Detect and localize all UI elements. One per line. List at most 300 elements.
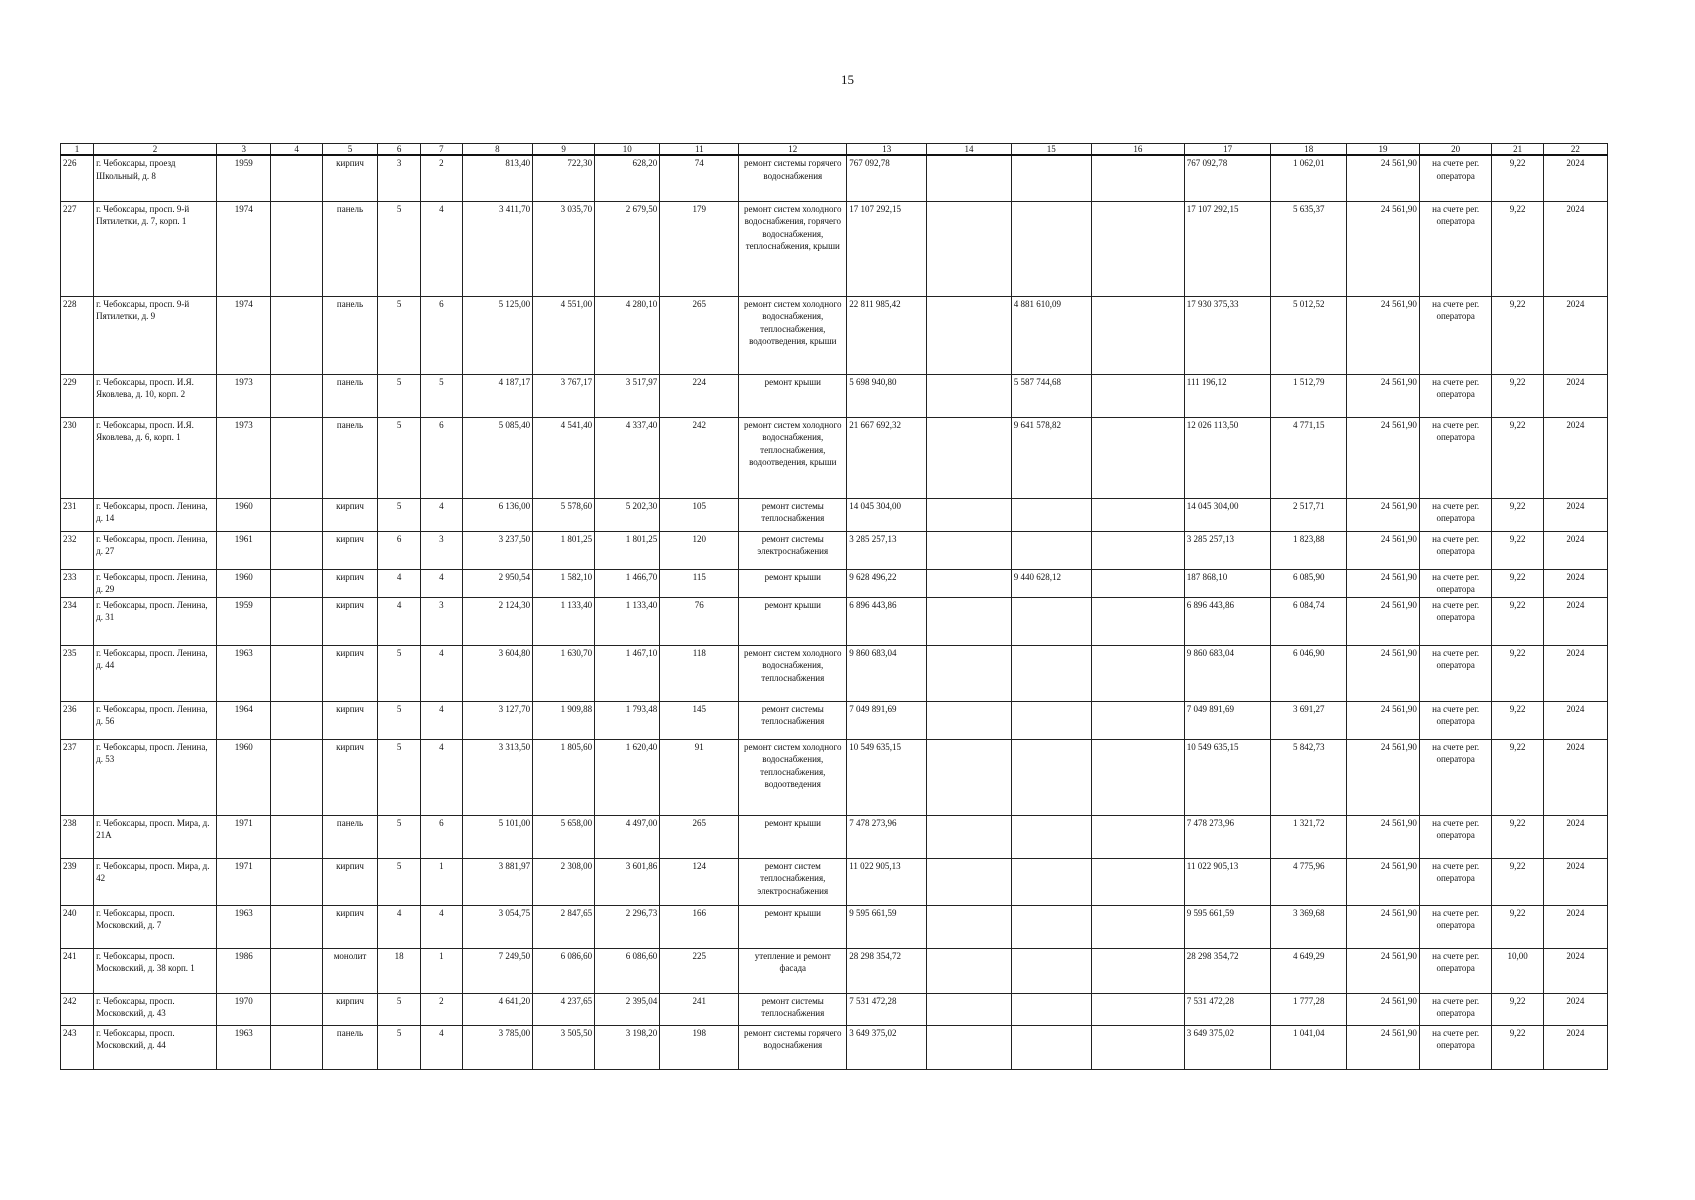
cell-unit-cost: 2 517,71: [1271, 498, 1347, 531]
cell-col-14: [927, 417, 1011, 498]
cell-work-type: ремонт систем теплоснабжения, электроснабжения: [739, 858, 847, 905]
cell-total-area: 3 127,70: [462, 701, 533, 739]
cell-unit-cost: 1 321,72: [1271, 815, 1347, 858]
cell-col-16: [1091, 858, 1184, 905]
cell-work-type: ремонт крыши: [739, 905, 847, 948]
cell-entrances: 6: [421, 815, 463, 858]
cell-plan-year: 2024: [1543, 417, 1607, 498]
cell-unit-cost: 6 046,90: [1271, 645, 1347, 701]
cell-entrances: 6: [421, 417, 463, 498]
cell-fund-method: на счете рег. оператора: [1419, 569, 1492, 597]
cell-contribution-rate: 9,22: [1492, 296, 1543, 374]
cell-plan-year: 2024: [1543, 905, 1607, 948]
cell-year-built: 1964: [216, 701, 270, 739]
cell-col-16: [1091, 645, 1184, 701]
cell-entrances: 4: [421, 701, 463, 739]
cell-year-built: 1960: [216, 498, 270, 531]
cell-row-number: 235: [61, 645, 94, 701]
cell-col-14: [927, 645, 1011, 701]
cell-total-cost: 22 811 985,42: [847, 296, 927, 374]
cell-col-16: [1091, 374, 1184, 417]
cell-col-16: [1091, 948, 1184, 993]
cell-residents: 198: [660, 1025, 739, 1069]
column-header-22: 22: [1543, 144, 1607, 156]
cell-work-type: ремонт крыши: [739, 597, 847, 645]
cell-fund-method: на счете рег. оператора: [1419, 1025, 1492, 1069]
cell-fund-cost: 9 641 578,82: [1011, 417, 1091, 498]
cell-col-4: [271, 374, 322, 417]
cell-row-number: 226: [61, 155, 94, 201]
cell-area-residents: 2 296,73: [595, 905, 660, 948]
cell-row-number: 230: [61, 417, 94, 498]
cell-year-built: 1959: [216, 597, 270, 645]
cell-entrances: 4: [421, 498, 463, 531]
cell-contribution-rate: 9,22: [1492, 569, 1543, 597]
cell-floors: 5: [378, 993, 421, 1025]
cell-row-number: 227: [61, 201, 94, 296]
cell-col-4: [271, 993, 322, 1025]
cell-floors: 5: [378, 645, 421, 701]
cell-col-4: [271, 201, 322, 296]
cell-col-4: [271, 739, 322, 815]
cell-col-16: [1091, 993, 1184, 1025]
cell-col-4: [271, 1025, 322, 1069]
cell-entrances: 4: [421, 739, 463, 815]
cell-col-16: [1091, 597, 1184, 645]
cell-max-unit-cost: 24 561,90: [1347, 569, 1420, 597]
cell-wall-material: панель: [322, 417, 378, 498]
cell-address: г. Чебоксары, проезд Школьный, д. 8: [94, 155, 217, 201]
cell-wall-material: кирпич: [322, 531, 378, 569]
cell-residents: 91: [660, 739, 739, 815]
table-row: [61, 993, 1608, 1025]
cell-total-area: 4 187,17: [462, 374, 533, 417]
cell-col-4: [271, 531, 322, 569]
cell-wall-material: кирпич: [322, 905, 378, 948]
cell-total-area: 3 313,50: [462, 739, 533, 815]
table-row: [61, 948, 1608, 993]
column-header-7: 7: [421, 144, 463, 156]
cell-contribution-rate: 9,22: [1492, 905, 1543, 948]
cell-residents: 241: [660, 993, 739, 1025]
cell-work-type: ремонт системы горячего водоснабжения: [739, 155, 847, 201]
cell-total-cost: 9 595 661,59: [847, 905, 927, 948]
cell-col-14: [927, 858, 1011, 905]
cell-total-area: 7 249,50: [462, 948, 533, 993]
cell-year-built: 1960: [216, 569, 270, 597]
cell-col-4: [271, 948, 322, 993]
cell-floors: 5: [378, 858, 421, 905]
cell-unit-cost: 1 062,01: [1271, 155, 1347, 201]
cell-year-built: 1971: [216, 858, 270, 905]
table-row: [61, 701, 1608, 739]
cell-wall-material: кирпич: [322, 739, 378, 815]
cell-residential-area: 1 909,88: [533, 701, 595, 739]
cell-total-cost: 21 667 692,32: [847, 417, 927, 498]
cell-floors: 4: [378, 905, 421, 948]
cell-plan-year: 2024: [1543, 858, 1607, 905]
cell-total-area: 3 237,50: [462, 531, 533, 569]
cell-owners-cost: 12 026 113,50: [1184, 417, 1271, 498]
cell-residential-area: 4 237,65: [533, 993, 595, 1025]
cell-col-4: [271, 858, 322, 905]
column-header-15: 15: [1011, 144, 1091, 156]
column-header-6: 6: [378, 144, 421, 156]
cell-row-number: 242: [61, 993, 94, 1025]
cell-col-16: [1091, 296, 1184, 374]
cell-area-residents: 6 086,60: [595, 948, 660, 993]
cell-fund-cost: [1011, 858, 1091, 905]
cell-fund-method: на счете рег. оператора: [1419, 498, 1492, 531]
cell-wall-material: кирпич: [322, 858, 378, 905]
cell-owners-cost: 17 930 375,33: [1184, 296, 1271, 374]
cell-fund-method: на счете рег. оператора: [1419, 858, 1492, 905]
table-row: [61, 531, 1608, 569]
cell-owners-cost: 10 549 635,15: [1184, 739, 1271, 815]
cell-col-14: [927, 948, 1011, 993]
cell-col-4: [271, 701, 322, 739]
cell-year-built: 1974: [216, 201, 270, 296]
cell-residential-area: 1 801,25: [533, 531, 595, 569]
table-row: [61, 1025, 1608, 1069]
cell-residential-area: 3 035,70: [533, 201, 595, 296]
cell-total-area: 3 411,70: [462, 201, 533, 296]
cell-floors: 5: [378, 374, 421, 417]
column-header-19: 19: [1347, 144, 1420, 156]
cell-total-area: 3 785,00: [462, 1025, 533, 1069]
cell-owners-cost: 3 649 375,02: [1184, 1025, 1271, 1069]
cell-contribution-rate: 9,22: [1492, 645, 1543, 701]
cell-floors: 5: [378, 701, 421, 739]
cell-col-16: [1091, 498, 1184, 531]
cell-fund-method: на счете рег. оператора: [1419, 815, 1492, 858]
cell-floors: 6: [378, 531, 421, 569]
cell-entrances: 5: [421, 374, 463, 417]
cell-col-4: [271, 597, 322, 645]
cell-max-unit-cost: 24 561,90: [1347, 701, 1420, 739]
cell-wall-material: кирпич: [322, 597, 378, 645]
cell-row-number: 231: [61, 498, 94, 531]
cell-total-cost: 9 860 683,04: [847, 645, 927, 701]
cell-col-16: [1091, 569, 1184, 597]
cell-area-residents: 2 679,50: [595, 201, 660, 296]
cell-unit-cost: 1 512,79: [1271, 374, 1347, 417]
cell-floors: 5: [378, 498, 421, 531]
cell-wall-material: кирпич: [322, 569, 378, 597]
cell-fund-cost: 5 587 744,68: [1011, 374, 1091, 417]
cell-fund-method: на счете рег. оператора: [1419, 993, 1492, 1025]
cell-total-cost: 5 698 940,80: [847, 374, 927, 417]
cell-wall-material: панель: [322, 1025, 378, 1069]
cell-address: г. Чебоксары, просп. И.Я. Яковлева, д. 10, корп. 2: [94, 374, 217, 417]
cell-col-16: [1091, 155, 1184, 201]
cell-area-residents: 1 793,48: [595, 701, 660, 739]
cell-residential-area: 4 541,40: [533, 417, 595, 498]
cell-residential-area: 3 505,50: [533, 1025, 595, 1069]
cell-row-number: 229: [61, 374, 94, 417]
cell-area-residents: 3 601,86: [595, 858, 660, 905]
cell-floors: 5: [378, 417, 421, 498]
table-body: [61, 144, 1608, 1070]
cell-unit-cost: 4 771,15: [1271, 417, 1347, 498]
cell-address: г. Чебоксары, просп. 9-й Пятилетки, д. 9: [94, 296, 217, 374]
cell-unit-cost: 6 084,74: [1271, 597, 1347, 645]
repair-program-table-container: [60, 143, 1608, 1070]
column-header-4: 4: [271, 144, 322, 156]
cell-contribution-rate: 9,22: [1492, 1025, 1543, 1069]
cell-fund-cost: [1011, 498, 1091, 531]
cell-wall-material: монолит: [322, 948, 378, 993]
column-header-10: 10: [595, 144, 660, 156]
cell-max-unit-cost: 24 561,90: [1347, 296, 1420, 374]
cell-entrances: 4: [421, 645, 463, 701]
cell-row-number: 238: [61, 815, 94, 858]
cell-col-4: [271, 296, 322, 374]
cell-address: г. Чебоксары, просп. Ленина, д. 14: [94, 498, 217, 531]
cell-row-number: 241: [61, 948, 94, 993]
cell-owners-cost: 11 022 905,13: [1184, 858, 1271, 905]
cell-year-built: 1973: [216, 374, 270, 417]
page-number: 15: [841, 72, 854, 87]
cell-unit-cost: 1 823,88: [1271, 531, 1347, 569]
cell-residents: 265: [660, 815, 739, 858]
cell-fund-method: на счете рег. оператора: [1419, 739, 1492, 815]
cell-fund-cost: [1011, 531, 1091, 569]
cell-floors: 5: [378, 815, 421, 858]
cell-contribution-rate: 9,22: [1492, 597, 1543, 645]
column-header-16: 16: [1091, 144, 1184, 156]
table-row: [61, 645, 1608, 701]
cell-unit-cost: 3 691,27: [1271, 701, 1347, 739]
cell-col-14: [927, 739, 1011, 815]
cell-owners-cost: 14 045 304,00: [1184, 498, 1271, 531]
cell-col-14: [927, 815, 1011, 858]
cell-contribution-rate: 9,22: [1492, 531, 1543, 569]
cell-col-14: [927, 374, 1011, 417]
cell-total-cost: 17 107 292,15: [847, 201, 927, 296]
cell-contribution-rate: 9,22: [1492, 417, 1543, 498]
cell-plan-year: 2024: [1543, 597, 1607, 645]
cell-total-cost: 3 285 257,13: [847, 531, 927, 569]
cell-entrances: 3: [421, 597, 463, 645]
cell-col-4: [271, 498, 322, 531]
cell-fund-method: на счете рег. оператора: [1419, 155, 1492, 201]
cell-contribution-rate: 9,22: [1492, 858, 1543, 905]
cell-col-4: [271, 905, 322, 948]
cell-col-4: [271, 645, 322, 701]
cell-residents: 225: [660, 948, 739, 993]
cell-col-16: [1091, 201, 1184, 296]
cell-col-16: [1091, 815, 1184, 858]
cell-max-unit-cost: 24 561,90: [1347, 531, 1420, 569]
cell-address: г. Чебоксары, просп. Мира, д. 21А: [94, 815, 217, 858]
cell-plan-year: 2024: [1543, 531, 1607, 569]
cell-area-residents: 2 395,04: [595, 993, 660, 1025]
cell-max-unit-cost: 24 561,90: [1347, 948, 1420, 993]
cell-total-cost: 14 045 304,00: [847, 498, 927, 531]
cell-address: г. Чебоксары, просп. Ленина, д. 29: [94, 569, 217, 597]
cell-residents: 124: [660, 858, 739, 905]
cell-residential-area: 722,30: [533, 155, 595, 201]
cell-area-residents: 1 133,40: [595, 597, 660, 645]
cell-floors: 5: [378, 296, 421, 374]
cell-row-number: 243: [61, 1025, 94, 1069]
cell-residents: 179: [660, 201, 739, 296]
cell-col-4: [271, 155, 322, 201]
cell-year-built: 1960: [216, 739, 270, 815]
cell-area-residents: 3 517,97: [595, 374, 660, 417]
column-header-17: 17: [1184, 144, 1271, 156]
cell-total-area: 813,40: [462, 155, 533, 201]
cell-plan-year: 2024: [1543, 569, 1607, 597]
cell-plan-year: 2024: [1543, 739, 1607, 815]
cell-owners-cost: 9 860 683,04: [1184, 645, 1271, 701]
cell-total-area: 3 054,75: [462, 905, 533, 948]
cell-entrances: 1: [421, 858, 463, 905]
cell-area-residents: 1 620,40: [595, 739, 660, 815]
cell-area-residents: 628,20: [595, 155, 660, 201]
cell-max-unit-cost: 24 561,90: [1347, 498, 1420, 531]
cell-max-unit-cost: 24 561,90: [1347, 155, 1420, 201]
cell-residential-area: 5 658,00: [533, 815, 595, 858]
cell-plan-year: 2024: [1543, 645, 1607, 701]
column-header-18: 18: [1271, 144, 1347, 156]
cell-fund-cost: [1011, 1025, 1091, 1069]
cell-max-unit-cost: 24 561,90: [1347, 374, 1420, 417]
table-row: [61, 374, 1608, 417]
cell-col-16: [1091, 1025, 1184, 1069]
cell-floors: 3: [378, 155, 421, 201]
cell-col-16: [1091, 905, 1184, 948]
cell-total-area: 5 101,00: [462, 815, 533, 858]
cell-wall-material: кирпич: [322, 155, 378, 201]
cell-fund-method: на счете рег. оператора: [1419, 296, 1492, 374]
cell-address: г. Чебоксары, просп. Ленина, д. 53: [94, 739, 217, 815]
cell-plan-year: 2024: [1543, 201, 1607, 296]
cell-col-16: [1091, 739, 1184, 815]
cell-residents: 120: [660, 531, 739, 569]
cell-contribution-rate: 9,22: [1492, 498, 1543, 531]
cell-fund-cost: 4 881 610,09: [1011, 296, 1091, 374]
cell-floors: 5: [378, 1025, 421, 1069]
cell-residents: 265: [660, 296, 739, 374]
cell-fund-cost: [1011, 815, 1091, 858]
cell-address: г. Чебоксары, просп. Московский, д. 43: [94, 993, 217, 1025]
cell-area-residents: 3 198,20: [595, 1025, 660, 1069]
cell-contribution-rate: 9,22: [1492, 993, 1543, 1025]
cell-entrances: 4: [421, 905, 463, 948]
column-header-2: 2: [94, 144, 217, 156]
cell-max-unit-cost: 24 561,90: [1347, 993, 1420, 1025]
cell-fund-cost: [1011, 155, 1091, 201]
cell-address: г. Чебоксары, просп. Мира, д. 42: [94, 858, 217, 905]
cell-max-unit-cost: 24 561,90: [1347, 201, 1420, 296]
cell-area-residents: 4 497,00: [595, 815, 660, 858]
cell-floors: 18: [378, 948, 421, 993]
cell-total-area: 5 085,40: [462, 417, 533, 498]
cell-col-16: [1091, 701, 1184, 739]
cell-residential-area: 2 308,00: [533, 858, 595, 905]
cell-fund-cost: [1011, 701, 1091, 739]
cell-max-unit-cost: 24 561,90: [1347, 739, 1420, 815]
cell-plan-year: 2024: [1543, 1025, 1607, 1069]
cell-residents: 118: [660, 645, 739, 701]
column-header-12: 12: [739, 144, 847, 156]
cell-residential-area: 2 847,65: [533, 905, 595, 948]
cell-work-type: ремонт крыши: [739, 374, 847, 417]
cell-max-unit-cost: 24 561,90: [1347, 815, 1420, 858]
cell-fund-method: на счете рег. оператора: [1419, 948, 1492, 993]
cell-total-area: 6 136,00: [462, 498, 533, 531]
cell-address: г. Чебоксары, просп. Московский, д. 44: [94, 1025, 217, 1069]
cell-total-cost: 767 092,78: [847, 155, 927, 201]
cell-owners-cost: 187 868,10: [1184, 569, 1271, 597]
cell-max-unit-cost: 24 561,90: [1347, 645, 1420, 701]
cell-owners-cost: 17 107 292,15: [1184, 201, 1271, 296]
cell-work-type: ремонт системы горячего водоснабжения: [739, 1025, 847, 1069]
cell-entrances: 4: [421, 1025, 463, 1069]
cell-col-14: [927, 155, 1011, 201]
cell-col-14: [927, 569, 1011, 597]
cell-work-type: ремонт системы теплоснабжения: [739, 701, 847, 739]
cell-unit-cost: 4 775,96: [1271, 858, 1347, 905]
cell-area-residents: 1 467,10: [595, 645, 660, 701]
header-row: [61, 144, 1608, 156]
cell-work-type: ремонт системы теплоснабжения: [739, 498, 847, 531]
column-header-13: 13: [847, 144, 927, 156]
cell-fund-cost: [1011, 597, 1091, 645]
cell-wall-material: кирпич: [322, 701, 378, 739]
cell-total-cost: 9 628 496,22: [847, 569, 927, 597]
cell-residents: 105: [660, 498, 739, 531]
table-row: [61, 569, 1608, 597]
cell-year-built: 1959: [216, 155, 270, 201]
cell-col-16: [1091, 531, 1184, 569]
cell-residential-area: 5 578,60: [533, 498, 595, 531]
cell-residential-area: 1 582,10: [533, 569, 595, 597]
cell-wall-material: панель: [322, 815, 378, 858]
cell-row-number: 228: [61, 296, 94, 374]
cell-col-14: [927, 597, 1011, 645]
cell-wall-material: кирпич: [322, 993, 378, 1025]
cell-col-14: [927, 296, 1011, 374]
table-row: [61, 498, 1608, 531]
cell-residential-area: 1 133,40: [533, 597, 595, 645]
cell-fund-cost: [1011, 948, 1091, 993]
cell-total-cost: 11 022 905,13: [847, 858, 927, 905]
cell-year-built: 1974: [216, 296, 270, 374]
cell-residents: 145: [660, 701, 739, 739]
cell-fund-cost: [1011, 645, 1091, 701]
cell-col-4: [271, 815, 322, 858]
cell-total-cost: 3 649 375,02: [847, 1025, 927, 1069]
cell-plan-year: 2024: [1543, 155, 1607, 201]
cell-residents: 224: [660, 374, 739, 417]
cell-row-number: 239: [61, 858, 94, 905]
cell-unit-cost: 1 041,04: [1271, 1025, 1347, 1069]
cell-year-built: 1973: [216, 417, 270, 498]
cell-year-built: 1963: [216, 1025, 270, 1069]
cell-entrances: 3: [421, 531, 463, 569]
cell-fund-method: на счете рег. оператора: [1419, 905, 1492, 948]
table-row: [61, 155, 1608, 201]
cell-residents: 166: [660, 905, 739, 948]
cell-col-4: [271, 569, 322, 597]
cell-row-number: 237: [61, 739, 94, 815]
table-row: [61, 597, 1608, 645]
cell-fund-cost: [1011, 739, 1091, 815]
cell-max-unit-cost: 24 561,90: [1347, 417, 1420, 498]
